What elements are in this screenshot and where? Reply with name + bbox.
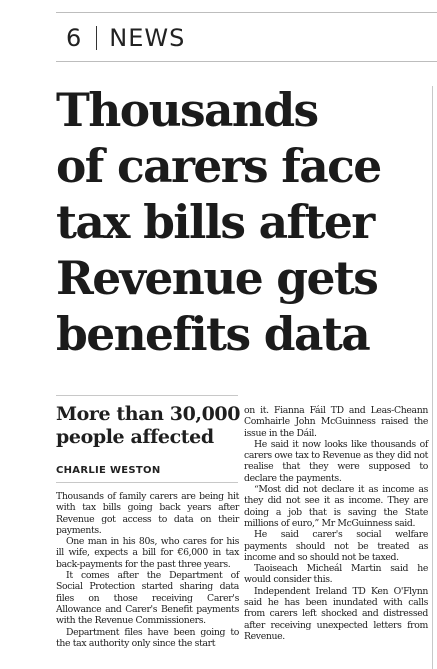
headline-line: benefits data <box>56 307 370 361</box>
body-paragraph: “Most did not declare it as income as they did not see it as income. They are doing a job that is saving the State millions of euro,” Mr McGuinness said. <box>244 484 428 529</box>
body-paragraph: Department files have been going to the tax authority only since the start <box>56 626 239 649</box>
headline-line: Revenue gets <box>56 251 378 305</box>
section-header <box>66 22 185 54</box>
body-column-right <box>244 405 428 642</box>
section-name: NEWS <box>109 24 186 52</box>
body-paragraph: He said carer's social welfare payments should not be treated as income and so should not be taxed. <box>244 529 428 563</box>
subhead-rule <box>56 395 238 396</box>
headline <box>56 82 436 362</box>
headline-line: tax bills after <box>56 195 374 249</box>
header-divider <box>96 26 97 50</box>
header-top-rule <box>56 12 437 13</box>
body-paragraph: on it. Fianna Fáil TD and Leas-Cheann Comhairle John McGuinness raised the issue in the Dáil. <box>244 405 428 439</box>
body-paragraph: One man in his 80s, who cares for his ill wife, expects a bill for €6,000 in tax back-payments for the past three years. <box>56 536 239 570</box>
header-bottom-rule <box>56 61 437 62</box>
body-paragraph: Taoiseach Micheál Martin said he would consider this. <box>244 563 428 586</box>
body-paragraph: Thousands of family carers are being hit with tax bills going back years after Revenue got access to data on their payments. <box>56 491 239 536</box>
byline-rule <box>56 482 238 483</box>
body-column-left <box>56 491 239 649</box>
headline-line: of carers face <box>56 139 381 193</box>
body-paragraph: It comes after the Department of Social Protection started sharing data files on those receiving Carer's Allowance and Carer's Benefit payments with the Revenue Commissioners. <box>56 570 239 627</box>
subheadline: More than 30,000 people affected <box>56 403 241 448</box>
headline-line: Thousands <box>56 83 318 137</box>
body-paragraph: He said it now looks like thousands of carers owe tax to Revenue as they did not realise that they were supposed to declare the payments. <box>244 438 428 484</box>
body-paragraph: Independent Ireland TD Ken O'Flynn said he has been inundated with calls from carers left shocked and distressed after receiving unexpected letters from Revenue. <box>244 585 428 642</box>
byline: CHARLIE WESTON <box>56 465 161 476</box>
page-number: 6 <box>66 24 83 52</box>
